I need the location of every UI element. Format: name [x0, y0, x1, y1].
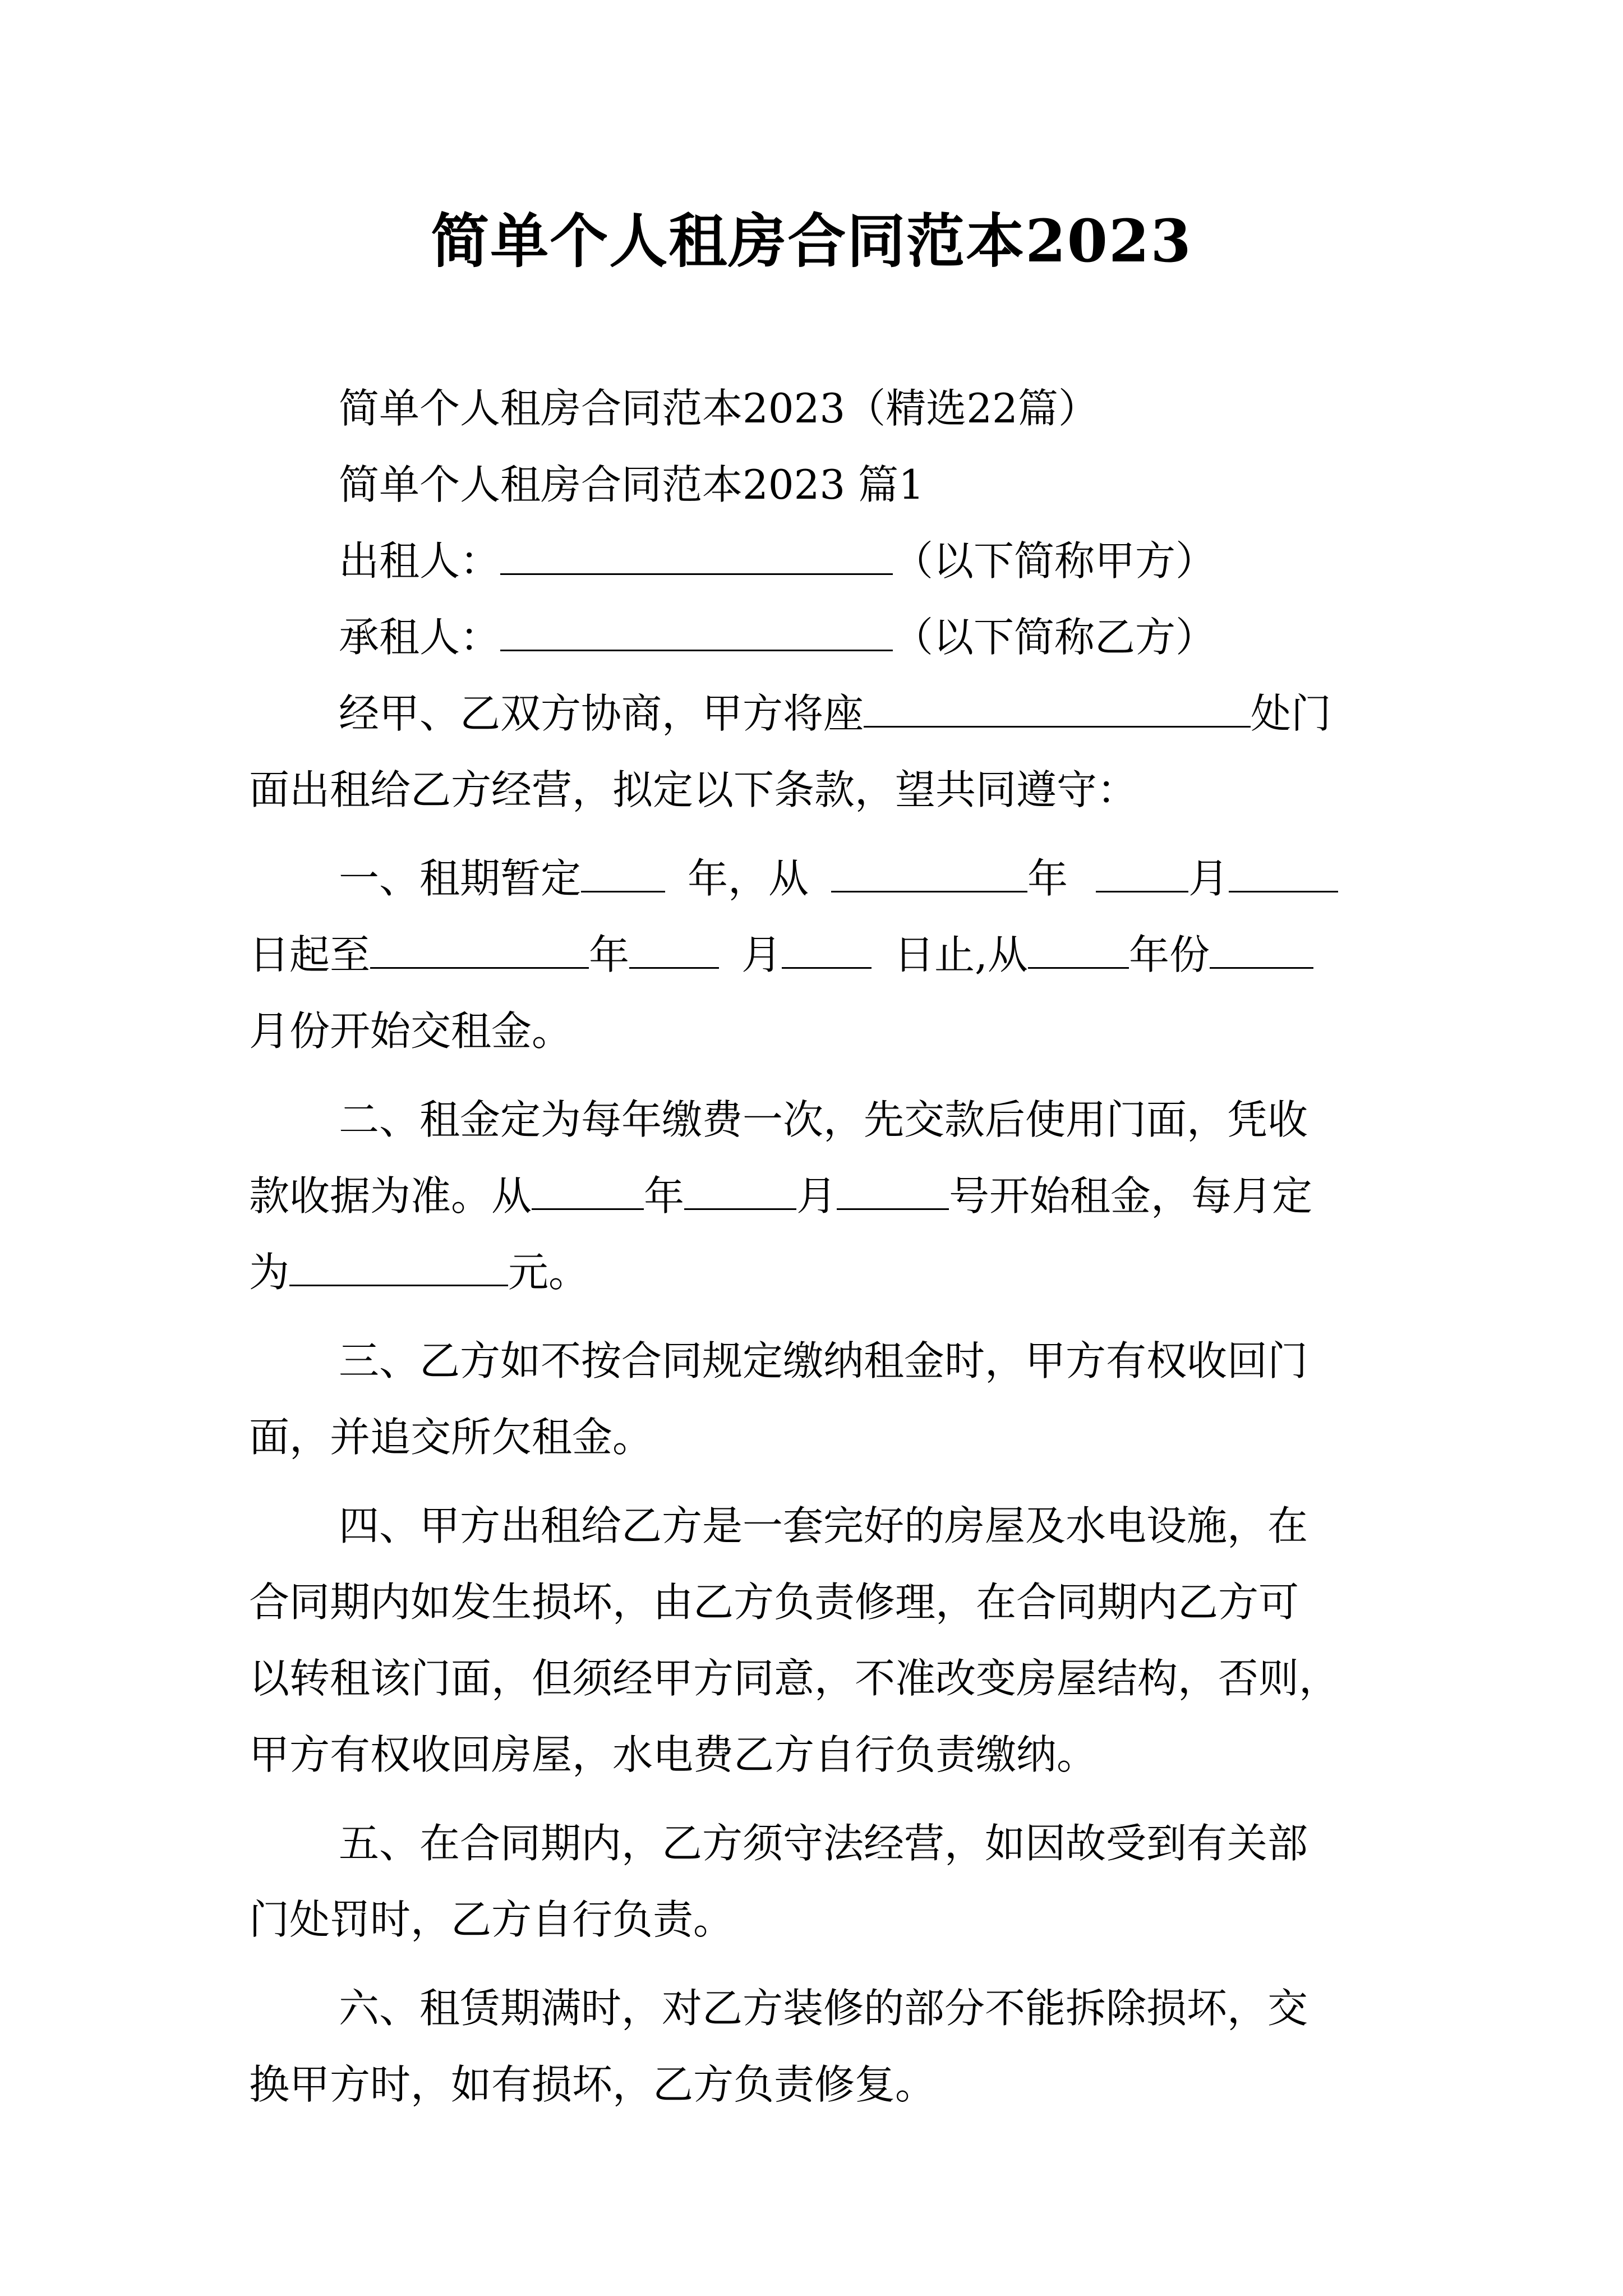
start-day-blank: [1229, 850, 1338, 892]
address-blank: [864, 685, 1251, 728]
intro-line-1: [249, 675, 1382, 752]
clause-2-line-2: [249, 1158, 1382, 1234]
clause-4-line-2: 合同期内如发生损坏，由乙方负责修理，在合同期内乙方可: [249, 1579, 1299, 1626]
clause-text: 号开始租金，每月定: [949, 1172, 1313, 1220]
intro-text: 经甲、乙双方协商，甲方将座: [339, 690, 864, 737]
clause-text: 年份: [1128, 931, 1210, 978]
rent-year-blank: [532, 1168, 644, 1210]
clause-text: 年: [589, 931, 630, 978]
clause-3-line-2: 面，并追交所欠租金。: [249, 1414, 653, 1461]
clause-4-line-3: 以转租该门面，但须经甲方同意，不准改变房屋结构，否则，: [249, 1655, 1340, 1702]
end-year-blank: [370, 927, 589, 969]
clause-5-line-1: 五、在合同期内，乙方须守法经营，如因故受到有关部: [339, 1820, 1308, 1867]
lessor-line: [249, 523, 1382, 599]
clause-4-line-4: 甲方有权收回房屋，水电费乙方自行负责缴纳。: [249, 1731, 1098, 1778]
clause-text: 月: [1188, 855, 1229, 902]
clause-text: 年: [1027, 855, 1068, 902]
lessor-label: 出租人：: [339, 537, 501, 585]
pay-year-blank: [1028, 927, 1129, 969]
section-heading: 简单个人租房合同范本2023 篇1: [339, 461, 924, 508]
clause-text: 为: [249, 1249, 290, 1296]
clause-text: 元。: [508, 1249, 589, 1296]
contract-body: [249, 370, 1382, 2123]
rent-month-blank: [684, 1168, 796, 1210]
clause-text: 月: [741, 931, 782, 978]
clause-text: 月: [796, 1172, 837, 1220]
term-years-blank: [581, 850, 665, 892]
clause-text: 日起至: [249, 931, 371, 978]
clause-text: 一、租期暂定: [339, 855, 582, 902]
lessor-blank: [500, 533, 893, 575]
clause-1: [249, 840, 1382, 1069]
clause-1-line-1: [249, 840, 1382, 917]
clause-5: [249, 1805, 1382, 1958]
clause-text: 年，从: [688, 855, 809, 902]
end-month-blank: [629, 927, 719, 969]
document-title: 简单个人租房合同范本2023: [431, 206, 1192, 275]
clause-2-line-1: 二、租金定为每年缴费一次，先交款后使用门面，凭收: [339, 1096, 1308, 1143]
clause-2: [249, 1082, 1382, 1310]
clause-3-line-1: 三、乙方如不按合同规定缴纳租金时，甲方有权收回门: [339, 1337, 1308, 1384]
lessee-suffix: （以下简称乙方）: [893, 614, 1216, 661]
intro-line-2: 面出租给乙方经营，拟定以下条款，望共同遵守：: [249, 766, 1138, 813]
clause-4-line-1: 四、甲方出租给乙方是一套完好的房屋及水电设施，在: [339, 1502, 1308, 1549]
pay-month-blank: [1210, 927, 1313, 969]
lessee-line: [249, 599, 1382, 675]
clause-text: 款收据为准。从: [249, 1172, 532, 1220]
clause-text: 年: [644, 1172, 685, 1220]
rent-amount-blank: [289, 1244, 508, 1286]
lessee-label: 承租人：: [339, 614, 501, 661]
clause-3: [249, 1323, 1382, 1475]
clause-4: [249, 1488, 1382, 1793]
intro-text-end: 处门: [1251, 690, 1332, 737]
clause-2-line-3: [249, 1234, 1382, 1310]
lessee-blank: [500, 609, 893, 651]
lessor-suffix: （以下简称甲方）: [893, 537, 1216, 585]
subtitle: 简单个人租房合同范本2023（精选22篇）: [339, 385, 1099, 432]
clause-1-line-2: [249, 917, 1382, 993]
clause-6-line-2: 换甲方时，如有损坏，乙方负责修复。: [249, 2061, 936, 2108]
clause-text: 日止,从: [894, 931, 1028, 978]
clause-6-line-1: 六、租赁期满时，对乙方装修的部分不能拆除损坏，交: [339, 1985, 1308, 2032]
start-month-blank: [1096, 850, 1188, 892]
start-year-blank: [831, 850, 1027, 892]
rent-day-blank: [837, 1168, 949, 1210]
clause-6: [249, 1970, 1382, 2123]
clause-1-line-3: 月份开始交租金。: [249, 1007, 573, 1055]
clause-5-line-2: 门处罚时，乙方自行负责。: [249, 1896, 734, 1943]
end-day-blank: [782, 927, 872, 969]
